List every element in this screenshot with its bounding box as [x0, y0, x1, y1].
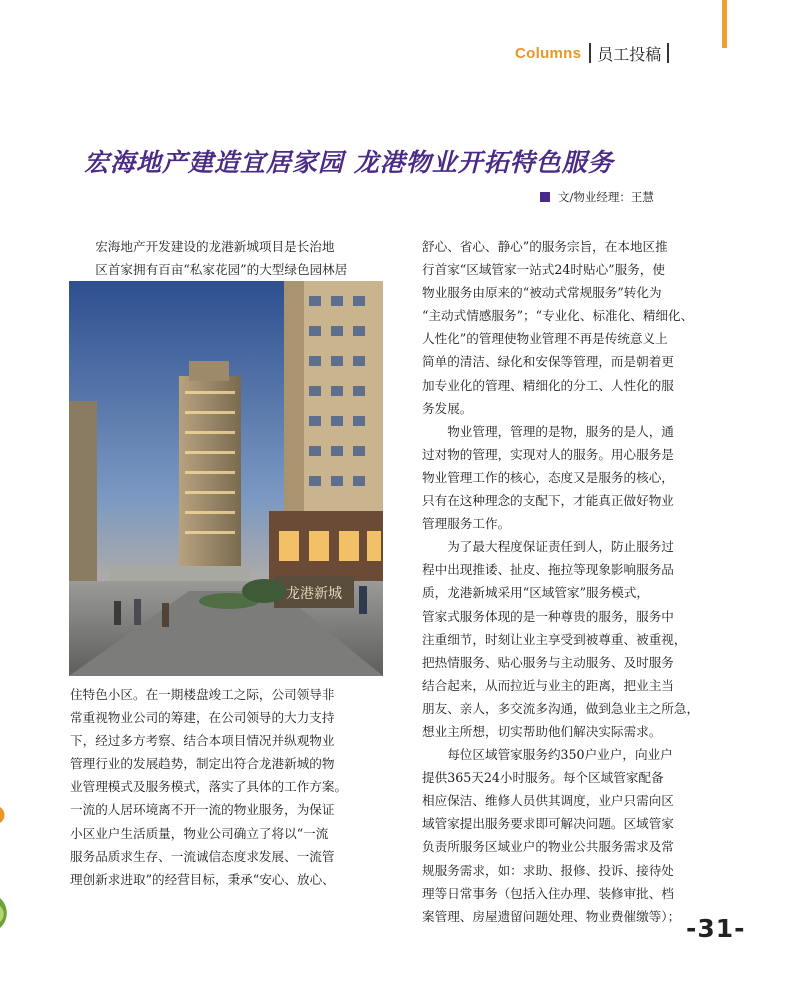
author-byline — [540, 189, 654, 205]
text-line: 行首家“区域管家一站式24时贴心”服务，使 — [422, 262, 665, 278]
text-line: 把热情服务、贴心服务与主动服务、及时服务 — [422, 654, 674, 670]
text-line: 理等日常事务（包括入住办理、装修审批、档 — [422, 885, 674, 901]
text-line: 结合起来，从而拉近与业主的距离，把业主当 — [422, 677, 674, 693]
text-line: 管理服务工作。 — [422, 516, 511, 532]
paragraph-3 — [422, 535, 734, 743]
article-photo — [69, 281, 383, 676]
text-line: 物业服务由原来的“被动式常规服务”转化为 — [422, 285, 662, 301]
text-line: 住特色小区。在一期楼盘竣工之际，公司领导非 — [70, 687, 335, 702]
text-line: “主动式情感服务”；“专业化、标准化、精细化、 — [422, 308, 694, 324]
text-line: 加专业化的管理、精细化的分工、人性化的服 — [422, 377, 674, 393]
text-line: 服务品质求生存、一流诚信态度求发展、一流管 — [70, 848, 335, 864]
author-text: 文/物业经理：王慧 — [558, 190, 654, 204]
text-line: 常重视物业公司的筹建，在公司领导的大力支持 — [70, 710, 335, 726]
paragraph-continuation — [70, 683, 382, 891]
text-line: 管家式服务体现的是一种尊贵的服务，服务中 — [422, 608, 674, 624]
byline-square-icon — [540, 192, 550, 202]
text-line: 人性化”的管理使物业管理不再是传统意义上 — [422, 331, 668, 347]
left-column-top — [70, 235, 382, 281]
text-line: 区首家拥有百亩“私家花园”的大型绿色园林居 — [95, 262, 348, 278]
leaf-decoration-icon — [0, 805, 6, 825]
text-line: 物业管理工作的核心，态度又是服务的核心， — [422, 469, 674, 485]
right-column — [422, 235, 734, 928]
paragraph-4 — [422, 743, 734, 928]
text-line: 朋友、亲人，多交流多沟通，做到急业主之所急， — [422, 700, 700, 716]
building-illustration — [69, 281, 383, 676]
text-line: 域管家提出服务要求即可解决问题。区域管家 — [422, 816, 674, 832]
leaf-decoration-icon — [0, 898, 9, 928]
text-line: 物业管理，管理的是物，服务的是人，通 — [447, 423, 674, 439]
header-divider — [589, 43, 591, 63]
text-line: 管理行业的发展趋势，制定出符合龙港新城的物 — [70, 756, 335, 772]
text-line: 过对物的管理，实现对人的服务。用心服务是 — [422, 446, 674, 462]
paragraph-1 — [422, 235, 734, 420]
text-line: 相应保洁、维修人员供其调度，业户只需向区 — [422, 793, 674, 809]
text-line: 每位区域管家服务约350户业户，向业户 — [447, 747, 673, 763]
text-line: 一流的人居环境离不开一流的物业服务，为保证 — [70, 802, 335, 818]
text-line: 务发展。 — [422, 400, 473, 416]
text-line: 只有在这种理念的支配下，才能真正做好物业 — [422, 493, 674, 509]
header-divider-end — [667, 43, 669, 63]
text-line: 注重细节，时刻让业主享受到被尊重、被重视， — [422, 631, 687, 647]
text-line: 宏海地产开发建设的龙港新城项目是长治地 — [95, 239, 335, 254]
header-accent-bar — [722, 0, 727, 48]
left-column-bottom — [70, 683, 382, 891]
page-number: -31- — [686, 914, 746, 943]
text-line: 想业主所想，切实帮助他们解决实际需求。 — [422, 723, 662, 739]
paragraph-2 — [422, 420, 734, 535]
text-line: 为了最大程度保证责任到人，防止服务过 — [447, 539, 674, 555]
text-line: 小区业户生活质量，物业公司确立了将以“一流 — [70, 825, 329, 841]
text-line: 规服务需求，如：求助、报修、投诉、接待处 — [422, 862, 674, 878]
column-name: 员工投稿 — [597, 44, 662, 64]
text-line: 舒心、省心、静心”的服务宗旨，在本地区推 — [422, 239, 668, 254]
text-line: 质，龙港新城采用“区域管家”服务模式， — [422, 585, 649, 601]
text-line: 业管理模式及服务模式，落实了具体的工作方案。 — [70, 779, 348, 795]
text-line: 简单的清洁、绿化和安保等管理，而是朝着更 — [422, 354, 674, 370]
text-line: 下，经过多方考察、结合本项目情况并纵观物业 — [70, 733, 335, 749]
columns-label: Columns — [515, 44, 582, 62]
text-line: 理创新求进取”的经营目标，秉承“安心、放心、 — [70, 871, 335, 887]
page-header — [515, 38, 669, 68]
photo-sign-text: 龙港新城 — [286, 586, 342, 602]
article-title: 宏海地产建造宜居家园 龙港物业开拓特色服务 — [84, 148, 614, 177]
text-line: 案管理、房屋遗留问题处理、物业费催缴等）； — [422, 908, 681, 924]
text-line: 程中出现推诿、扯皮、拖拉等现象影响服务品 — [422, 562, 674, 578]
text-line: 负责所服务区域业户的物业公共服务需求及常 — [422, 839, 674, 855]
paragraph-intro — [70, 235, 382, 281]
text-line: 提供365天24小时服务。每个区域管家配备 — [422, 770, 664, 786]
